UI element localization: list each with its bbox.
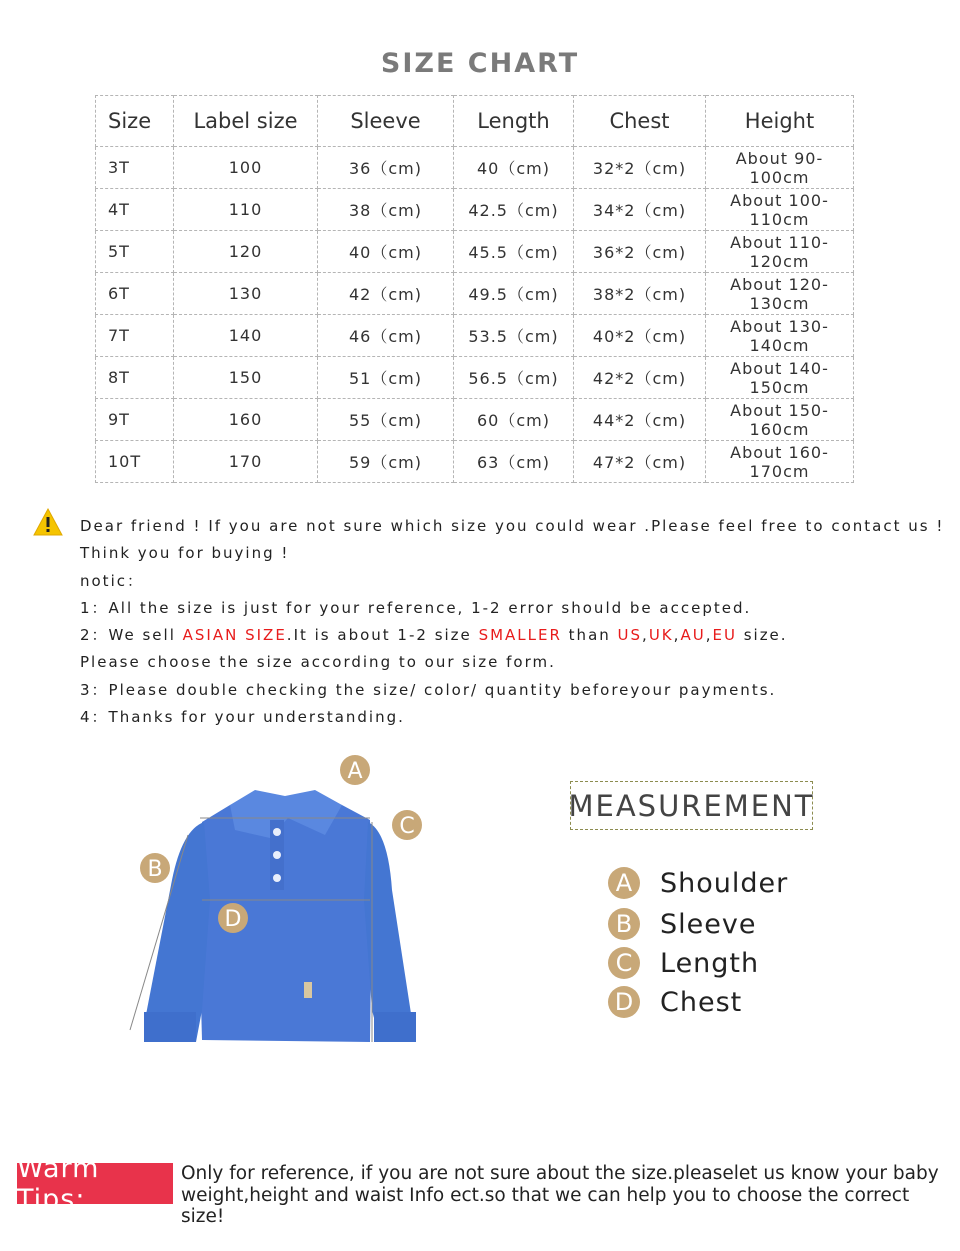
header-size: Size (96, 96, 174, 147)
header-length: Length (454, 96, 574, 147)
shirt-tag (304, 982, 312, 998)
cell-label-size: 100 (174, 147, 318, 189)
notes (80, 513, 945, 731)
cell-size: 8T (96, 357, 174, 399)
cell-size: 5T (96, 231, 174, 273)
table-row (96, 189, 854, 231)
cell-height: About 90-100cm (706, 147, 854, 189)
cell-sleeve: 46（cm) (318, 315, 454, 357)
cell-sleeve: 59（cm) (318, 441, 454, 483)
table-row (96, 147, 854, 189)
warning-icon (32, 507, 64, 537)
cell-height: About 150-160cm (706, 399, 854, 441)
legend-badge: D (608, 986, 640, 1018)
legend-item-shoulder (608, 866, 788, 900)
cell-label-size: 110 (174, 189, 318, 231)
note-text: 2：We sell (80, 626, 183, 645)
cell-chest: 38*2（cm) (574, 273, 706, 315)
cell-label-size: 170 (174, 441, 318, 483)
shirt-diagram (120, 750, 430, 1060)
table-header-row (96, 96, 854, 147)
cell-chest: 40*2（cm) (574, 315, 706, 357)
table-row (96, 441, 854, 483)
note-line: 1：All the size is just for your reference, 1-2 error should be accepted. (80, 598, 752, 617)
cell-sleeve: 40（cm) (318, 231, 454, 273)
table-row (96, 357, 854, 399)
warm-tips-badge: Warm Tips: (17, 1163, 173, 1204)
note-highlight: ASIAN SIZE (182, 626, 287, 645)
marker-b-letter: B (147, 857, 163, 882)
note-line: notic： (80, 571, 144, 590)
note-text: size. (736, 626, 788, 645)
note-highlight: US (617, 626, 643, 645)
cell-label-size: 140 (174, 315, 318, 357)
cell-chest: 42*2（cm) (574, 357, 706, 399)
cell-sleeve: 51（cm) (318, 357, 454, 399)
cell-sleeve: 55（cm) (318, 399, 454, 441)
legend-label: Length (660, 947, 760, 979)
cell-length: 40（cm) (454, 147, 574, 189)
cell-height: About 120-130cm (706, 273, 854, 315)
note-line: 3：Please double checking the size/ color/ quantity beforeyour payments. (80, 680, 777, 699)
note-text: , (642, 626, 649, 645)
marker-c-letter: C (399, 814, 415, 839)
cell-size: 9T (96, 399, 174, 441)
cell-sleeve: 42（cm) (318, 273, 454, 315)
table-row (96, 273, 854, 315)
measurement-title: MEASUREMENT (570, 781, 813, 830)
legend-item-length (608, 946, 759, 980)
cell-height: About 160-170cm (706, 441, 854, 483)
cell-label-size: 160 (174, 399, 318, 441)
cell-chest: 34*2（cm) (574, 189, 706, 231)
cell-size: 7T (96, 315, 174, 357)
header-label-size: Label size (174, 96, 318, 147)
cell-height: About 110-120cm (706, 231, 854, 273)
cell-length: 42.5（cm) (454, 189, 574, 231)
note-highlight: AU (680, 626, 706, 645)
cell-sleeve: 36（cm) (318, 147, 454, 189)
legend-label: Shoulder (660, 867, 789, 899)
note-line: 4：Thanks for your understanding. (80, 708, 405, 727)
size-table (95, 95, 854, 483)
legend-badge: A (608, 867, 640, 899)
cell-size: 4T (96, 189, 174, 231)
marker-a-letter: A (347, 759, 363, 784)
legend-item-sleeve (608, 907, 756, 941)
page-title: SIZE CHART (380, 48, 580, 79)
cell-chest: 32*2（cm) (574, 147, 706, 189)
shirt-left-cuff (144, 1012, 196, 1042)
cell-sleeve: 38（cm) (318, 189, 454, 231)
cell-chest: 36*2（cm) (574, 231, 706, 273)
cell-label-size: 130 (174, 273, 318, 315)
table-row (96, 231, 854, 273)
cell-height: About 100-110cm (706, 189, 854, 231)
legend-label: Sleeve (660, 908, 757, 940)
note-line-asian-size (80, 622, 940, 649)
header-sleeve: Sleeve (318, 96, 454, 147)
cell-label-size: 120 (174, 231, 318, 273)
note-highlight: UK (648, 626, 674, 645)
cell-size: 6T (96, 273, 174, 315)
cell-size: 3T (96, 147, 174, 189)
cell-length: 56.5（cm) (454, 357, 574, 399)
note-line: Dear friend ! If you are not sure which size you could wear .Please feel free to contact us ! (80, 517, 945, 535)
note-text: , (673, 626, 681, 645)
cell-size: 10T (96, 441, 174, 483)
note-line: Please choose the size according to our size form. (80, 653, 556, 672)
legend-label: Chest (660, 986, 743, 1018)
cell-length: 45.5（cm) (454, 231, 574, 273)
shirt-button (273, 874, 281, 882)
cell-length: 53.5（cm) (454, 315, 574, 357)
shirt-button (273, 851, 281, 859)
cell-length: 63（cm) (454, 441, 574, 483)
header-height: Height (706, 96, 854, 147)
legend-item-chest (608, 985, 742, 1019)
table-row (96, 399, 854, 441)
cell-length: 60（cm) (454, 399, 574, 441)
legend-badge: C (608, 947, 640, 979)
cell-label-size: 150 (174, 357, 318, 399)
note-text: , (705, 626, 713, 645)
note-highlight: EU (712, 626, 737, 645)
note-highlight: SMALLER (478, 626, 562, 645)
cell-chest: 44*2（cm) (574, 399, 706, 441)
shirt-button (273, 828, 281, 836)
note-text: than (561, 626, 618, 645)
cell-height: About 140-150cm (706, 357, 854, 399)
note-text: .It is about 1-2 size (286, 626, 479, 645)
header-chest: Chest (574, 96, 706, 147)
legend-badge: B (608, 908, 640, 940)
marker-d-letter: D (224, 907, 242, 932)
warm-tips-text: Only for reference, if you are not sure about the size.pleaselet us know your baby weight,height and waist Info ect.so that we can help you to choose the correct size! (181, 1163, 939, 1227)
shirt-right-cuff (374, 1012, 416, 1042)
cell-height: About 130-140cm (706, 315, 854, 357)
table-row (96, 315, 854, 357)
note-line: Think you for buying ! (80, 544, 290, 563)
cell-length: 49.5（cm) (454, 273, 574, 315)
cell-chest: 47*2（cm) (574, 441, 706, 483)
